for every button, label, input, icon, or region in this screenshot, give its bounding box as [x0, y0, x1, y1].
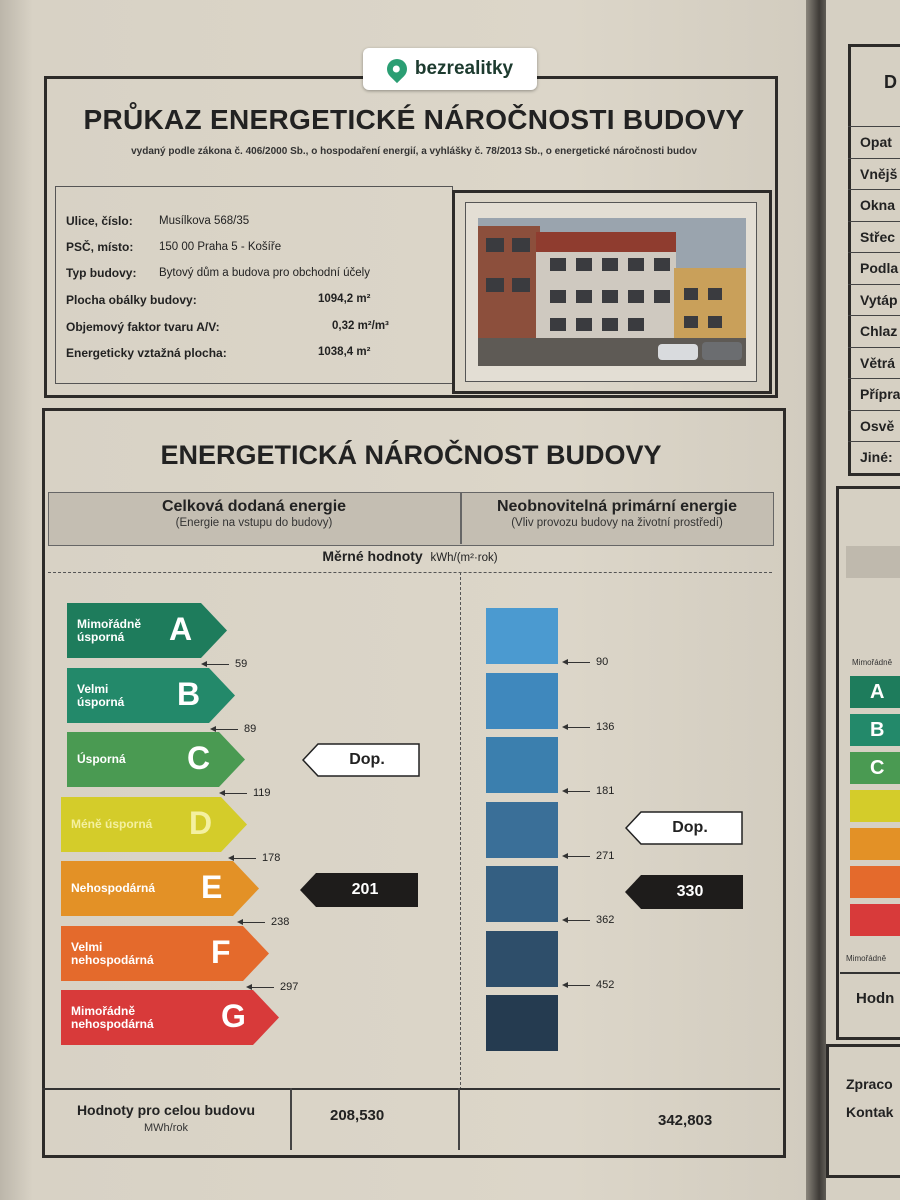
adjacent-row-10: Jiné: [848, 441, 900, 471]
totals-unit: MWh/rok [144, 1122, 188, 1134]
dashed-divider-vertical [460, 572, 461, 1090]
primary-value: 330 [676, 883, 704, 900]
specific-values-unit: kWh/(m²·rok) [430, 552, 498, 564]
primary-limit-e: 362 [596, 914, 615, 926]
totals-separator-1 [290, 1088, 292, 1150]
class-letter-c: C [187, 740, 211, 776]
primary-recommended-badge [625, 811, 743, 845]
type-value: Bytový dům a budova pro obchodní účely [159, 267, 370, 279]
adjacent-footer-text: Hodn [856, 990, 895, 1007]
class-letter-a: A [169, 611, 193, 647]
floor-label: Energeticky vztažná plocha: [66, 346, 227, 360]
class-label-line1: Méně úsporná [71, 816, 153, 831]
primary-bar-d [486, 802, 558, 858]
delivered-limit-b: 89 [244, 722, 257, 735]
class-letter-f: F [211, 933, 231, 970]
building-photo [478, 218, 746, 366]
location-pin-icon [383, 55, 411, 83]
primary-energy-title: Neobnovitelná primární energie [496, 498, 738, 515]
primary-limit-b: 136 [596, 720, 615, 733]
delivered-energy-subtitle: (Energie na vstupu do budovy) [175, 517, 333, 529]
primary-total: 342,803 [658, 1112, 713, 1129]
delivered-limit-e: 238 [271, 916, 290, 928]
primary-limit-d: 271 [596, 849, 615, 862]
dashed-divider-horizontal [48, 572, 772, 573]
delivered-recommended-label: Dop. [349, 751, 385, 768]
class-letter-g: G [221, 998, 246, 1034]
class-label-e [71, 882, 155, 895]
adjacent-header-letter: D [884, 72, 897, 92]
psc-value: 150 00 Praha 5 - Košíře [159, 241, 282, 253]
class-label-line2: nehospodárná [71, 952, 154, 967]
primary-limit-a: 90 [596, 656, 609, 668]
adjacent-mini-bar-1: B [850, 714, 900, 746]
adjacent-row-2: Okna [848, 189, 900, 219]
delivered-limit-a: 59 [235, 658, 248, 670]
delivered-total: 208,530 [330, 1107, 385, 1124]
primary-bar-g [486, 995, 558, 1051]
primary-recommended-label: Dop. [672, 819, 708, 836]
adjacent-mini-label-bottom: Mimořádně [846, 954, 887, 963]
class-label-line1: Velmi [71, 939, 103, 954]
delivered-limit-c: 119 [253, 787, 271, 799]
factor-value: 0,32 m²/m³ [332, 320, 389, 332]
factor-label: Objemový faktor tvaru A/V: [66, 320, 220, 334]
document-subtitle: vydaný podle zákona č. 406/2000 Sb., o hospodaření energií, a vyhlášky č. 78/2013 Sb., o energetické náročnosti budov [131, 146, 697, 157]
brand-name: bezrealitky [414, 58, 514, 79]
adjacent-mini-label-top: Mimořádně [852, 658, 893, 667]
adjacent-bottom-2: Kontak [846, 1104, 894, 1120]
totals-separator-2 [458, 1088, 460, 1150]
adjacent-mini-bar-6 [850, 904, 900, 936]
adjacent-mini-bar-3 [850, 790, 900, 822]
class-label-line1: Mimořádně [71, 1004, 136, 1018]
adjacent-mini-bar-5 [850, 866, 900, 898]
primary-bar-e [486, 866, 558, 922]
class-label-line1: Velmi [77, 681, 109, 696]
delivered-value-badge [300, 873, 418, 907]
class-label-line1: Mimořádně [77, 617, 142, 631]
class-label-line2: nehospodárná [71, 1017, 154, 1031]
adjacent-mini-bar-4 [850, 828, 900, 860]
class-label-f [71, 941, 154, 967]
class-letter-e: E [201, 869, 223, 905]
street-label: Ulice, číslo: [66, 214, 133, 228]
primary-value-badge [625, 875, 743, 909]
class-label-c [77, 753, 126, 766]
primary-bar-b [486, 673, 558, 729]
section-title: ENERGETICKÁ NÁROČNOST BUDOVY [160, 440, 662, 470]
adjacent-row-6: Chlaz [848, 315, 900, 345]
adjacent-row-8: Přípra [848, 378, 900, 408]
floor-value: 1038,4 m² [318, 346, 371, 358]
primary-limit-c: 181 [596, 785, 615, 797]
class-label-line1: Úsporná [77, 752, 126, 766]
adjacent-row-7: Větrá [848, 347, 900, 377]
adjacent-mini-bar-0: A [850, 676, 900, 708]
adjacent-row-0: Opat [848, 126, 900, 156]
class-label-line1: Nehospodárná [71, 881, 156, 895]
adjacent-row-5: Vytáp [848, 284, 900, 314]
area-label: Plocha obálky budovy: [66, 293, 197, 307]
adjacent-row-1: Vnějš [848, 158, 900, 188]
psc-label: PSČ, místo: [66, 240, 134, 254]
adjacent-row-3: Střec [848, 221, 900, 251]
class-label-line2: úsporná [77, 630, 125, 644]
delivered-value: 201 [351, 881, 379, 898]
adjacent-row-9: Osvě [848, 410, 900, 440]
delivered-energy-header [48, 498, 460, 529]
primary-energy-header [462, 498, 772, 529]
delivered-energy-title: Celková dodaná energie [161, 498, 347, 515]
adjacent-footer-rule [840, 972, 900, 974]
class-label-d [71, 818, 152, 831]
adjacent-row-4: Podla [848, 252, 900, 282]
totals-label-cell [48, 1102, 284, 1136]
document-title: PRŮKAZ ENERGETICKÉ NÁROČNOSTI BUDOVY [83, 104, 745, 135]
delivered-recommended-badge [302, 743, 420, 777]
specific-values-row [48, 548, 772, 564]
adjacent-mini-bar-2: C [850, 752, 900, 784]
primary-bar-a [486, 608, 558, 664]
adjacent-bottom-1: Zpraco [846, 1076, 893, 1092]
class-label-line2: úsporná [77, 694, 125, 709]
class-letter-b: B [177, 675, 201, 712]
book-gutter [806, 0, 828, 1200]
specific-values-label: Měrné hodnoty [322, 548, 423, 564]
primary-bar-c [486, 737, 558, 793]
class-label-a [77, 618, 141, 644]
brand-badge[interactable] [363, 48, 537, 90]
class-label-g [71, 1005, 154, 1031]
type-label: Typ budovy: [66, 266, 137, 280]
primary-bar-f [486, 931, 558, 987]
primary-limit-f: 452 [596, 978, 615, 991]
totals-label: Hodnoty pro celou budovu [76, 1102, 256, 1118]
area-value: 1094,2 m² [318, 293, 371, 305]
delivered-limit-d: 178 [262, 851, 281, 864]
adjacent-scale-header [846, 546, 900, 578]
street-value: Musílkova 568/35 [159, 215, 250, 227]
primary-energy-subtitle: (Vliv provozu budovy na životní prostředí) [511, 517, 723, 529]
delivered-limit-f: 297 [280, 980, 299, 993]
class-label-b [77, 683, 124, 709]
class-letter-d: D [189, 804, 213, 841]
